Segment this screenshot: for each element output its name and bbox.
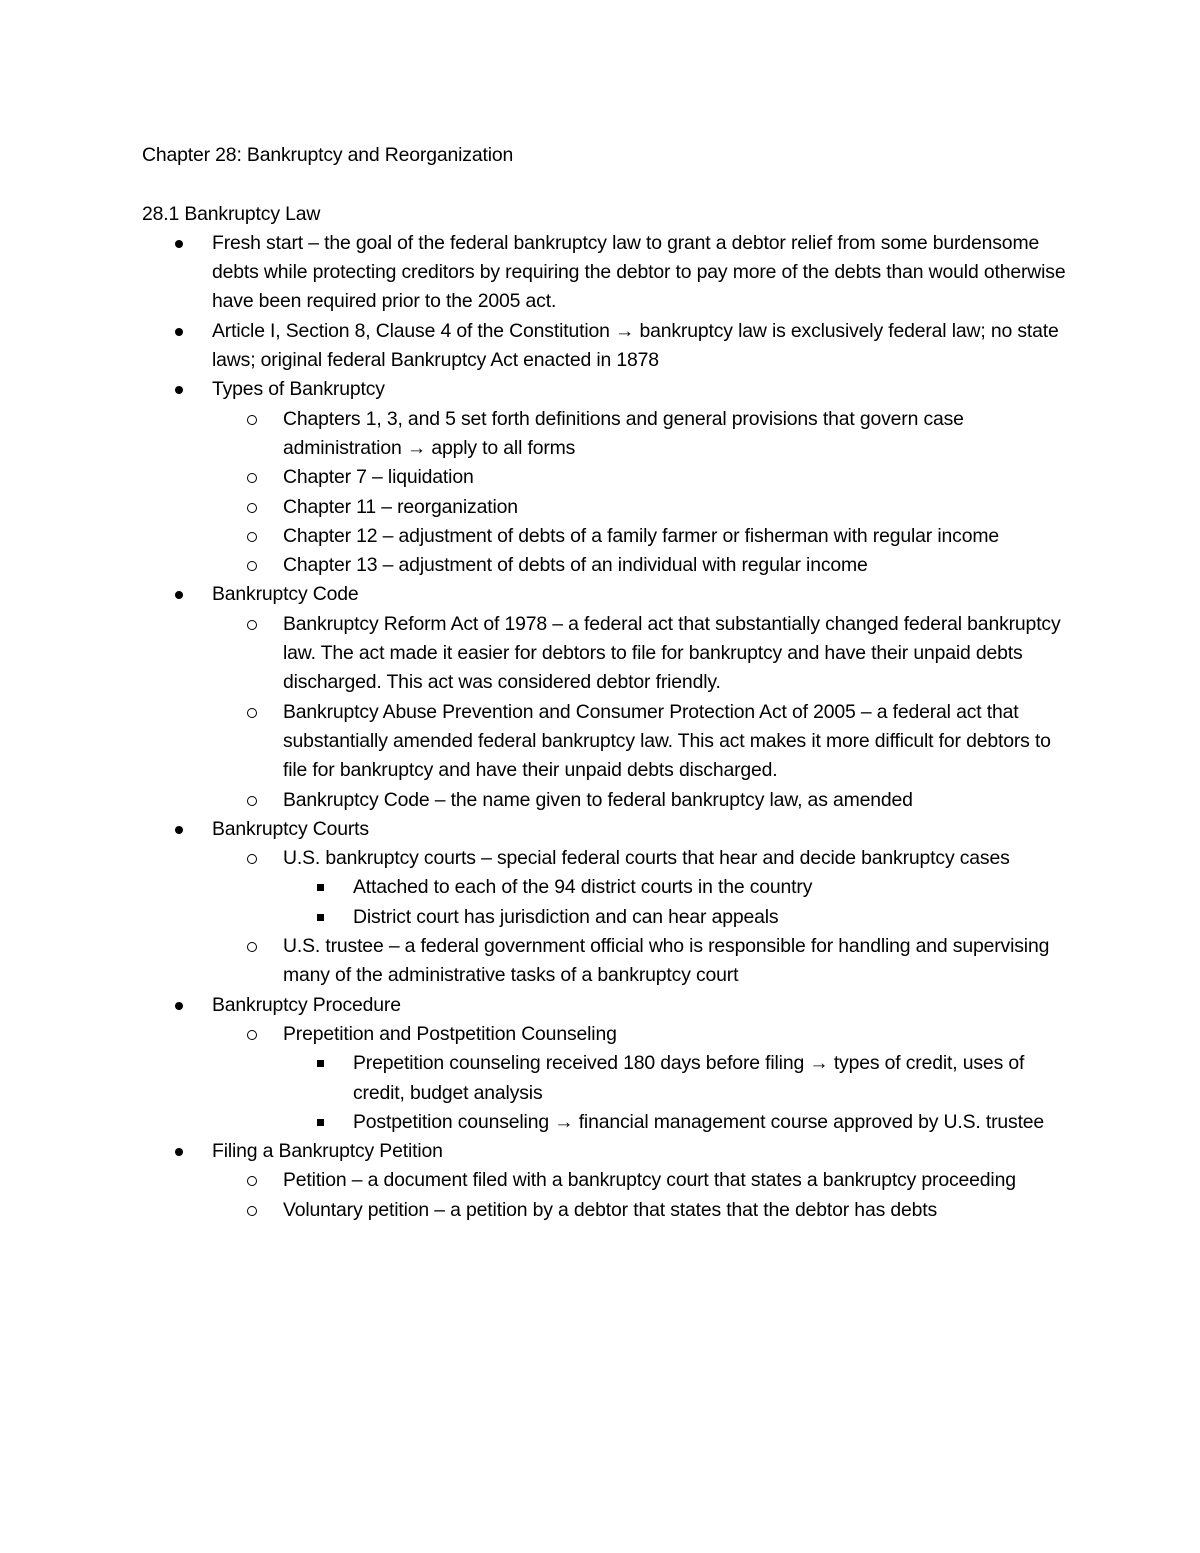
bullet-disc-icon: [175, 591, 183, 599]
outline-item-level-2: [212, 493, 1072, 522]
bullet-disc-icon: [175, 1148, 183, 1156]
outline-item-level-1: [142, 229, 1072, 317]
outline-item-text: Postpetition counseling → financial management course approved by U.S. trustee: [353, 1110, 1045, 1133]
outline-item-level-2: [212, 786, 1072, 815]
bullet-circle-icon: [247, 1030, 257, 1040]
outline-item-level-2: [212, 1020, 1072, 1137]
outline-list: [142, 229, 1072, 1225]
bullet-circle-icon: [247, 620, 257, 630]
outline-item-text: Chapters 1, 3, and 5 set forth definitions and general provisions that govern case administration → apply to all forms: [283, 407, 964, 459]
outline-item-text: Article I, Section 8, Clause 4 of the Constitution → bankruptcy law is exclusively federal law; no state laws; original federal Bankruptcy Act enacted in 1878: [212, 319, 1059, 372]
outline-item-level-3: [283, 873, 1072, 902]
outline-item-text: U.S. trustee – a federal government official who is responsible for handling and supervising many of the administrative tasks of a bankruptcy court: [283, 935, 1050, 987]
outline-item-text: Filing a Bankruptcy Petition: [212, 1140, 443, 1163]
bullet-disc-icon: [175, 826, 183, 834]
outline-item-level-2: [212, 522, 1072, 551]
sub-list: [212, 1020, 1072, 1137]
outline-item-level-1: [142, 1137, 1072, 1225]
outline-item-level-2: [212, 1166, 1072, 1195]
bullet-square-icon: [317, 884, 324, 891]
outline-item-level-1: [142, 375, 1072, 580]
spacer: [142, 170, 1072, 199]
sub-list: [212, 610, 1072, 815]
outline-item-text: Voluntary petition – a petition by a debtor that states that the debtor has debts: [283, 1198, 938, 1221]
outline-item-text: Prepetition counseling received 180 days before filing → types of credit, uses of credit, budget analysis: [353, 1052, 1025, 1104]
bullet-circle-icon: [247, 1206, 257, 1216]
outline-item-text: Bankruptcy Abuse Prevention and Consumer Protection Act of 2005 – a federal act that substantially amended federal bankruptcy law. This act makes it more difficult for debtors to file for bankruptcy and have their unpaid debts discharged.: [283, 700, 1051, 782]
outline-item-text: District court has jurisdiction and can hear appeals: [353, 905, 779, 928]
bullet-circle-icon: [247, 503, 257, 513]
sub-list: [212, 844, 1072, 990]
outline-item-text: Bankruptcy Reform Act of 1978 – a federal act that substantially changed federal bankruptcy law. The act made it easier for debtors to file for bankruptcy and have their unpaid debts discharged. This act was considered debtor friendly.: [283, 612, 1061, 694]
outline-item-text: Bankruptcy Courts: [212, 817, 369, 840]
bullet-square-icon: [317, 1060, 324, 1067]
outline-item-text: Bankruptcy Code – the name given to federal bankruptcy law, as amended: [283, 788, 913, 811]
outline-item-text: Bankruptcy Procedure: [212, 993, 401, 1016]
bullet-circle-icon: [247, 473, 257, 483]
outline-item-level-2: [212, 463, 1072, 492]
outline-item-level-1: [142, 815, 1072, 991]
bullet-circle-icon: [247, 796, 257, 806]
bullet-disc-icon: [175, 1002, 183, 1010]
outline-item-text: Attached to each of the 94 district courts in the country: [353, 876, 813, 899]
outline-item-level-1: [142, 317, 1072, 376]
bullet-circle-icon: [247, 532, 257, 542]
outline-item-level-2: [212, 405, 1072, 464]
bullet-square-icon: [317, 914, 324, 921]
section-title: 28.1 Bankruptcy Law: [142, 202, 321, 225]
outline-item-level-1: [142, 991, 1072, 1137]
outline-item-text: Chapter 12 – adjustment of debts of a family farmer or fisherman with regular income: [283, 524, 999, 547]
outline-item-text: Types of Bankruptcy: [212, 378, 385, 401]
outline-item-level-3: [283, 1108, 1072, 1137]
bullet-circle-icon: [247, 415, 257, 425]
bullet-disc-icon: [175, 328, 183, 336]
outline-item-text: Petition – a document filed with a bankruptcy court that states a bankruptcy proceeding: [283, 1169, 1016, 1192]
outline-item-text: Bankruptcy Code: [212, 583, 359, 606]
outline-item-level-3: [283, 903, 1072, 932]
outline-item-level-2: [212, 610, 1072, 698]
outline-item-text: Fresh start – the goal of the federal bankruptcy law to grant a debtor relief from some burdensome debts while protecting creditors by requiring the debtor to pay more of the debts than would otherwise have been required prior to the 2005 act.: [212, 231, 1066, 313]
outline-item-level-2: [212, 551, 1072, 580]
bullet-square-icon: [317, 1119, 324, 1126]
bullet-disc-icon: [175, 240, 183, 248]
outline-item-level-1: [142, 580, 1072, 814]
document-page: [142, 141, 1072, 1225]
outline-item-text: Chapter 7 – liquidation: [283, 466, 474, 489]
bullet-circle-icon: [247, 1176, 257, 1186]
sub-list: [283, 873, 1072, 932]
bullet-circle-icon: [247, 854, 257, 864]
outline-item-level-3: [283, 1049, 1072, 1108]
sub-list: [212, 1166, 1072, 1225]
outline-item-level-2: [212, 698, 1072, 786]
outline-item-level-2: [212, 932, 1072, 991]
bullet-disc-icon: [175, 386, 183, 394]
outline-item-text: U.S. bankruptcy courts – special federal courts that hear and decide bankruptcy cases: [283, 847, 1010, 870]
outline-item-text: Chapter 13 – adjustment of debts of an individual with regular income: [283, 554, 868, 577]
sub-list: [283, 1049, 1072, 1137]
sub-list: [212, 405, 1072, 581]
outline-item-level-2: [212, 844, 1072, 932]
bullet-circle-icon: [247, 708, 257, 718]
outline-item-text: Chapter 11 – reorganization: [283, 495, 518, 518]
outline-item-text: Prepetition and Postpetition Counseling: [283, 1022, 617, 1045]
outline-item-level-2: [212, 1196, 1072, 1225]
chapter-title: Chapter 28: Bankruptcy and Reorganization: [142, 144, 514, 166]
bullet-circle-icon: [247, 561, 257, 571]
bullet-circle-icon: [247, 942, 257, 952]
